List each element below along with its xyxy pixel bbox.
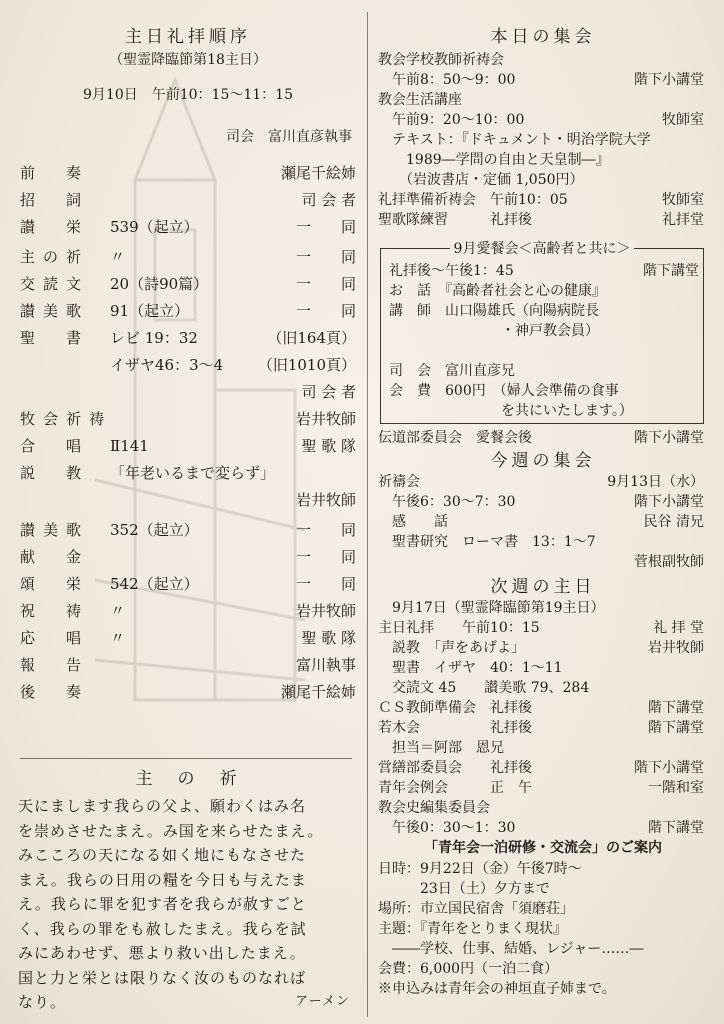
row-text: 教会学校教師祈祷会	[378, 52, 504, 68]
row-text: 主題：『青年をとりまく現状』	[378, 921, 567, 937]
order-row	[18, 598, 358, 625]
order-row	[18, 298, 358, 325]
row-text: 説教 「声をあげよ」	[378, 640, 525, 656]
fellowship-row	[389, 321, 703, 341]
meeting-row	[378, 50, 708, 70]
row-text: 感 話	[378, 514, 448, 530]
order-leader: （旧164頁）	[267, 329, 356, 347]
row-text: ※申込みは青年会の神垣直子姉まで。	[378, 981, 616, 997]
prayer-line: 国と力と栄とは限りなく汝のものなれば	[18, 968, 307, 987]
row-text: 営繕部委員会 礼拝後	[378, 760, 532, 776]
row-text: 1989―学問の自由と天皇制―』	[378, 152, 610, 168]
next-sunday-title: 次週の主日	[490, 577, 596, 597]
prayer-line: みこころの天になる如く地にもなさせた	[18, 846, 307, 864]
next-sunday-list	[378, 598, 708, 838]
order-leader: （旧1010頁）	[257, 356, 356, 374]
order-detail: 352（起立）	[110, 521, 199, 539]
order-label: 招 詞	[20, 191, 90, 209]
row-text: ＣＳ教師準備会 礼拝後	[378, 700, 532, 716]
row-text: 聖書研究 ローマ書 13：1〜7	[378, 534, 596, 550]
order-row	[18, 160, 358, 187]
row-right: 礼拝堂	[662, 212, 704, 228]
row-text: 司 会 富川直彦兄	[389, 363, 515, 379]
row-text: 会費：6,000円（一泊二食）	[378, 961, 559, 977]
order-label: 報 告	[20, 656, 90, 674]
meeting-row	[378, 492, 708, 512]
order-leader: 富川執事	[295, 656, 356, 674]
row-right: 階下講堂	[643, 263, 699, 279]
week-meetings-list	[378, 472, 708, 572]
row-text: 教会史編集委員会	[378, 800, 490, 816]
row-text: 会 費 600円 （婦人会準備の食事	[389, 383, 619, 399]
order-leader: 司 会 者	[301, 191, 356, 209]
fellowship-meal-details	[389, 261, 703, 421]
right-column-lower	[378, 428, 708, 999]
meeting-row	[378, 738, 708, 758]
row-text: 主日礼拝 午前10：15	[378, 620, 540, 636]
meeting-row	[378, 90, 708, 110]
order-leader: 聖 歌 隊	[301, 629, 356, 647]
meeting-row	[378, 532, 708, 552]
order-leader: 一 同	[295, 548, 356, 566]
order-leader: 瀬尾千絵姉	[280, 164, 356, 182]
fellowship-meal-title: 9月愛餐会＜高齢者と共に＞	[450, 241, 635, 257]
order-label: 讃美歌	[20, 302, 90, 320]
order-row	[18, 214, 358, 241]
amen: アーメン	[295, 994, 350, 1009]
order-detail: 20（詩90篇）	[110, 275, 209, 293]
row-text: 教会生活講座	[378, 92, 462, 108]
fellowship-meal-box	[380, 241, 704, 424]
row-text: ――学校、仕事、結婚、レジャー……―	[378, 941, 644, 957]
row-right: 礼 拝 堂	[653, 620, 704, 636]
meeting-row	[378, 598, 708, 618]
order-row	[18, 325, 358, 352]
order-label: 合 唱	[20, 437, 90, 455]
row-right: 岩井牧師	[648, 640, 704, 656]
order-detail: 〃	[110, 602, 126, 620]
order-label: 頌 栄	[20, 575, 90, 593]
row-right: 一階和室	[648, 780, 704, 796]
evangelism-committee	[378, 428, 708, 448]
meeting-row	[378, 758, 708, 778]
order-of-worship	[18, 160, 358, 706]
row-right: 菅根副牧師	[634, 554, 704, 570]
meeting-row	[378, 512, 708, 532]
order-detail: 〃	[110, 248, 126, 266]
prayer-line: みにあわせず、悪より救い出したまえ。	[18, 944, 306, 962]
row-text: 伝道部委員会 愛餐会後	[378, 430, 532, 446]
meeting-row	[378, 190, 708, 210]
row-text: 青年会例会 正 午	[378, 780, 532, 796]
lords-prayer-title: 主 の 祈	[135, 769, 241, 789]
camp-row	[378, 899, 708, 919]
row-text: 交読文 45 讃美歌 79、284	[378, 680, 590, 696]
meeting-row	[378, 170, 708, 190]
order-row	[18, 517, 358, 544]
fellowship-row	[389, 361, 703, 381]
row-text: 講 師 山口陽雄氏（向陽病院長	[389, 303, 599, 319]
order-detail: Ⅱ141	[110, 437, 149, 455]
order-row	[18, 571, 358, 598]
order-label: 祝 祷	[20, 602, 90, 620]
order-leader: 一 同	[295, 275, 356, 293]
meeting-row	[378, 472, 708, 492]
order-label: 交読文	[20, 275, 90, 293]
row-text: お 話 『高齢者社会と心の健康』	[389, 283, 606, 299]
meeting-row	[378, 638, 708, 658]
row-right: 階下小講堂	[634, 430, 704, 446]
order-row	[18, 187, 358, 214]
meeting-row	[378, 130, 708, 150]
week-meetings-title: 今週の集会	[490, 451, 596, 471]
row-text: 若木会 礼拝後	[378, 720, 532, 736]
fellowship-row	[389, 281, 703, 301]
order-row	[18, 271, 358, 298]
row-text: 聖歌隊練習 礼拝後	[378, 212, 532, 228]
prayer-line: く、我らの罪をも赦したまえ。我らを試	[18, 919, 307, 938]
row-right: 階下小講堂	[634, 760, 704, 776]
order-detail: 〃	[110, 629, 126, 647]
camp-row	[378, 879, 708, 899]
order-detail: 「年老いるまで変らず」	[110, 464, 276, 482]
today-meetings-title: 本日の集会	[490, 27, 596, 47]
camp-row	[378, 859, 708, 879]
row-text: を共にいたします。）	[389, 403, 633, 419]
row-text: 日時：9月22日（金）午後7時〜	[378, 861, 582, 877]
prayer-line: を崇めさせたまえ。み国を来らせたまえ。	[18, 821, 324, 840]
row-text: 23日（土）夕方まで	[378, 881, 550, 897]
order-row	[18, 544, 358, 571]
order-leader: 一 同	[295, 302, 356, 320]
order-label: 献 金	[20, 548, 90, 566]
row-text: 担当＝阿部 恩兄	[378, 740, 504, 756]
column-divider	[367, 12, 368, 1017]
row-right: 階下小講堂	[634, 72, 704, 88]
order-leader: 司 会 者	[301, 383, 356, 401]
order-label: 讃美歌	[20, 521, 90, 539]
fellowship-row	[389, 301, 703, 321]
service-date-time: 9月10日 午前10：15〜11：15	[83, 87, 293, 103]
prayer-final-line: なり。	[18, 993, 67, 1011]
order-leader: 一 同	[295, 248, 356, 266]
meeting-row	[378, 678, 708, 698]
row-text: 午後0：30〜1：30	[378, 820, 516, 836]
row-right: 階下講堂	[648, 700, 704, 716]
camp-row	[378, 959, 708, 979]
row-text: （岩波書店・定価 1,050円）	[378, 172, 584, 188]
camp-row	[378, 919, 708, 939]
order-label: 聖 書	[20, 329, 90, 347]
meeting-row	[378, 818, 708, 838]
prayer-separator	[20, 758, 352, 759]
meeting-row	[378, 778, 708, 798]
order-leader: 聖 歌 隊	[301, 437, 356, 455]
meeting-row	[378, 552, 708, 572]
camp-row	[378, 939, 708, 959]
order-label: 説 教	[20, 464, 90, 482]
fellowship-meal-title-wrap	[381, 238, 703, 258]
row-text: ・神戸教会員）	[389, 323, 599, 339]
youth-camp-title: 「青年会一泊研修・交流会」のご案内	[424, 840, 662, 856]
prayer-line: え。我らに罪を犯す者を我らが赦すごと	[18, 895, 307, 913]
row-right: 民谷 清兄	[643, 514, 704, 530]
row-text: 午後6：30〜7：30	[378, 494, 516, 510]
youth-camp-details	[378, 859, 708, 999]
officiant: 司会 富川直彦執事	[226, 129, 352, 145]
order-leader: 岩井牧師	[295, 602, 356, 620]
order-detail: イザヤ46：3〜4	[110, 356, 224, 374]
order-row	[18, 679, 358, 706]
row-right: 階下小講堂	[634, 494, 704, 510]
row-right: 牧師室	[662, 112, 704, 128]
order-leader: 一 同	[295, 575, 356, 593]
order-row	[18, 352, 358, 379]
row-text: 礼拝後〜午後1：45	[389, 263, 514, 279]
order-detail: 542（起立）	[110, 575, 199, 593]
order-detail: 91（起立）	[110, 302, 190, 320]
row-text: テキスト：『ドキュメント・明治学院大学	[378, 132, 651, 148]
order-row	[18, 487, 358, 514]
row-text: 祈禱会	[378, 474, 420, 490]
row-text: 聖書 イザヤ 40：1〜11	[378, 660, 563, 676]
meeting-row	[378, 210, 708, 230]
row-text: 場所：市立国民宿舎「須磨荘」	[378, 901, 574, 917]
order-leader: 一 同	[295, 218, 356, 236]
meeting-row	[378, 110, 708, 130]
meeting-row	[378, 618, 708, 638]
lords-prayer-last	[18, 990, 358, 1015]
order-detail: 539（起立）	[110, 218, 199, 236]
row-right: 階下講堂	[648, 820, 704, 836]
row-text: 礼拝準備祈祷会 午前10：05	[378, 192, 568, 208]
row-right: 9月13日（水）	[607, 474, 704, 490]
order-label: 後 奏	[20, 683, 90, 701]
order-row	[18, 244, 358, 271]
order-row	[18, 379, 358, 406]
row-text: 9月17日（聖霊降臨節第19主日）	[378, 600, 605, 616]
order-label: 前 奏	[20, 164, 90, 182]
order-detail: レビ 19：32	[110, 329, 198, 347]
row-right: 階下講堂	[648, 720, 704, 736]
row-text: 午前8：50〜9：00	[378, 72, 516, 88]
order-row	[18, 406, 358, 433]
prayer-line: 天にまします我らの父よ、願わくはみ名	[18, 797, 307, 815]
order-label: 讃 栄	[20, 218, 90, 236]
service-subtitle: （聖霊降臨節第18主日）	[109, 52, 267, 68]
order-row	[18, 625, 358, 652]
service-order-title: 主日礼拝順序	[125, 27, 251, 47]
prayer-line: まえ。我らの日用の糧を今日も与えたま	[18, 870, 307, 889]
fellowship-row	[389, 261, 703, 281]
order-leader: 岩井牧師	[295, 491, 356, 509]
meeting-row	[378, 718, 708, 738]
order-label: 応 唱	[20, 629, 90, 647]
meeting-row	[378, 698, 708, 718]
fellowship-row	[389, 381, 703, 401]
order-leader: 瀬尾千絵姉	[280, 683, 356, 701]
meeting-row	[378, 658, 708, 678]
meeting-row	[378, 428, 708, 448]
today-meetings-list	[378, 50, 708, 230]
fellowship-row	[389, 341, 703, 361]
order-leader: 一 同	[295, 521, 356, 539]
meeting-row	[378, 798, 708, 818]
camp-row	[378, 979, 708, 999]
order-label: 主の祈	[20, 248, 90, 266]
fellowship-row	[389, 401, 703, 421]
order-label: 牧会祈祷	[20, 410, 113, 428]
meeting-row	[378, 70, 708, 90]
meeting-row	[378, 150, 708, 170]
lords-prayer-text	[18, 794, 363, 990]
order-leader: 岩井牧師	[295, 410, 356, 428]
row-text: 午前9：20〜10：00	[378, 112, 525, 128]
order-row	[18, 433, 358, 460]
row-right: 牧師室	[662, 192, 704, 208]
order-row	[18, 460, 358, 487]
order-row	[18, 652, 358, 679]
